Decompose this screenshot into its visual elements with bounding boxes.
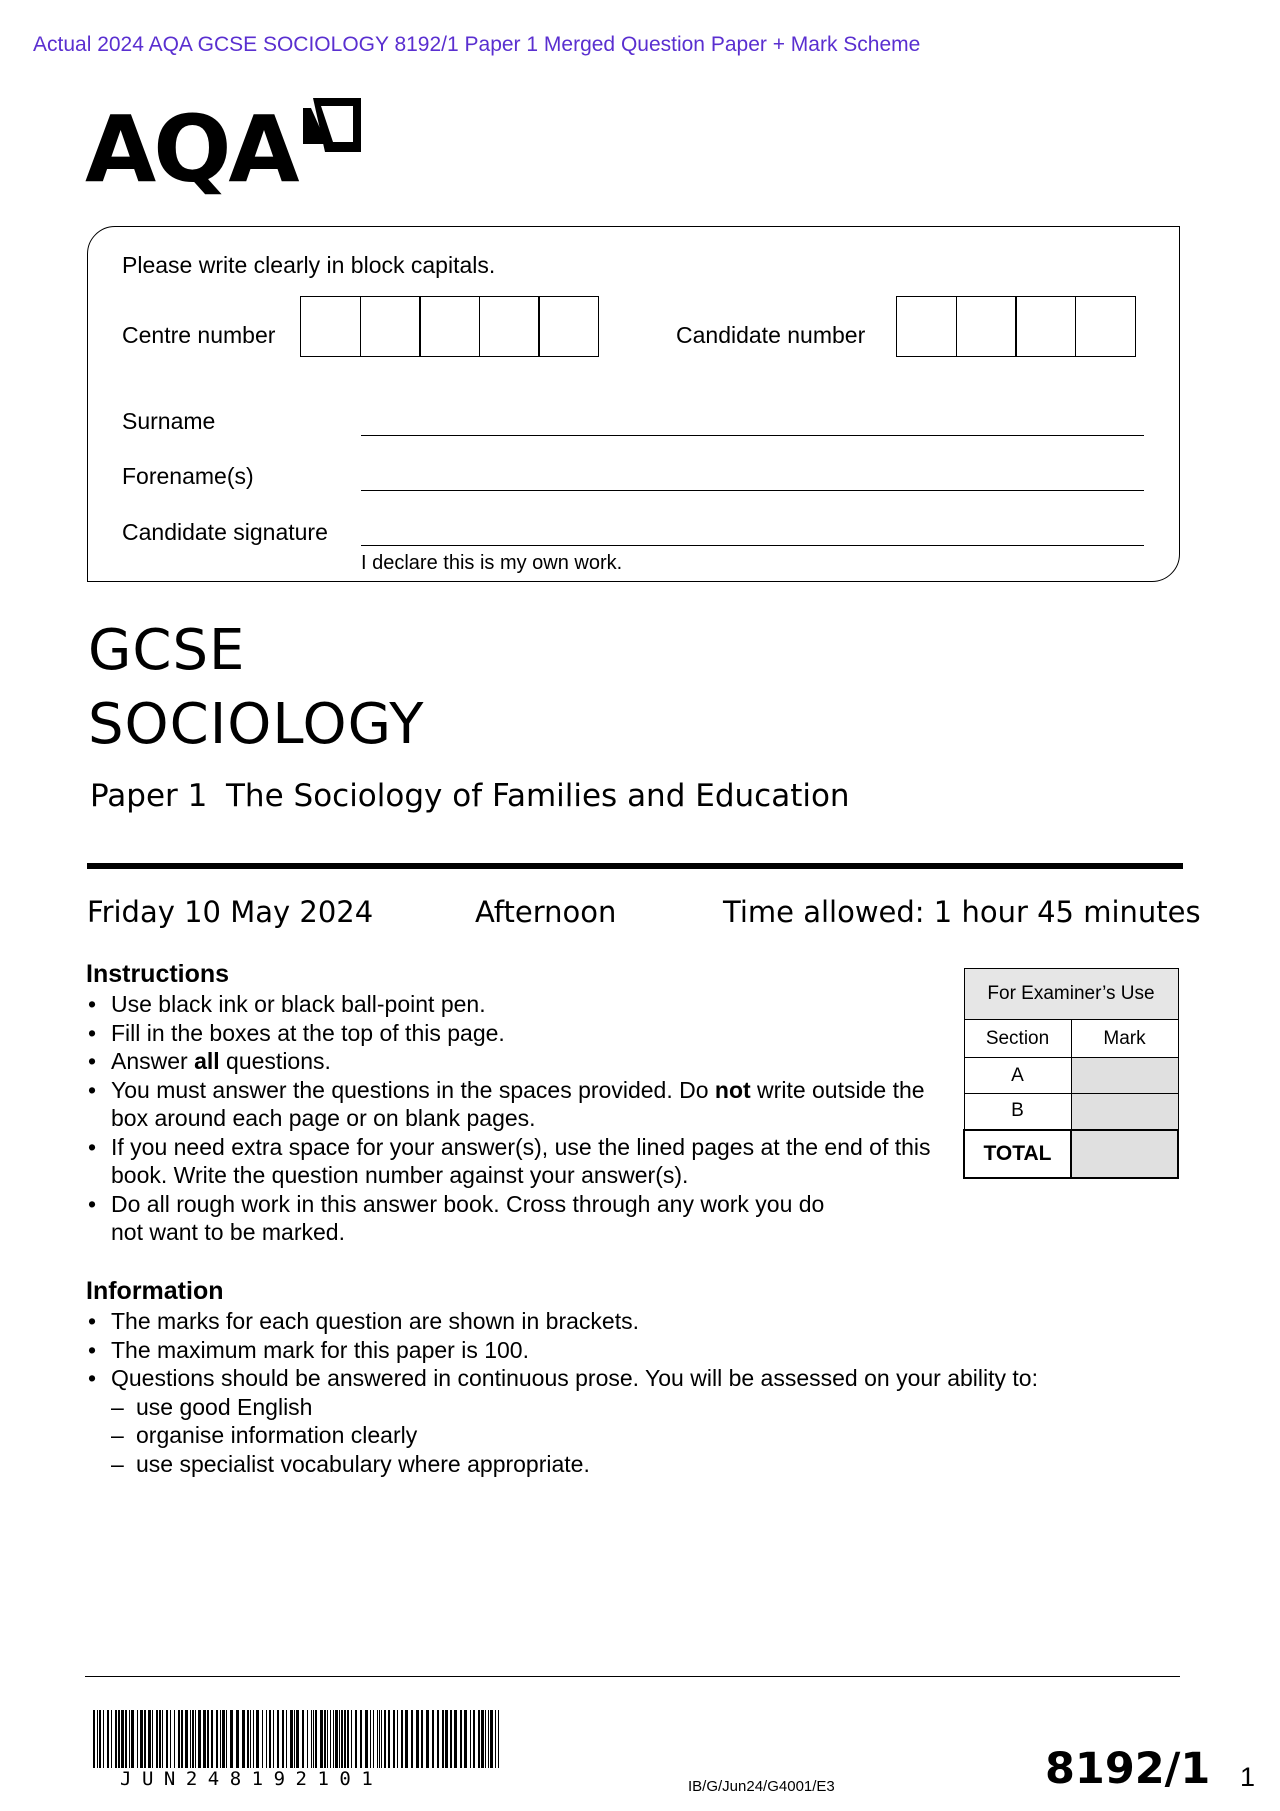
barcode-bar — [313, 1710, 314, 1768]
barcode-bar — [327, 1710, 328, 1768]
barcode-bar — [192, 1710, 194, 1768]
logo-text: AQA — [85, 96, 297, 203]
barcode-bar — [320, 1710, 323, 1768]
barcode-bar — [282, 1710, 284, 1768]
instructions-list — [88, 990, 948, 1247]
barcode-bar — [393, 1710, 395, 1768]
list-item: – use good English — [111, 1393, 1188, 1422]
section-b-label: B — [964, 1094, 1071, 1130]
paper-code: 8192/1 — [1045, 1744, 1211, 1794]
time-allowed: Time allowed: 1 hour 45 minutes — [723, 895, 1201, 929]
section-a-label: A — [964, 1058, 1071, 1094]
paper-number: Paper 1 — [90, 778, 208, 814]
barcode-bar — [97, 1710, 98, 1768]
barcode-bar — [203, 1710, 206, 1768]
list-item: – organise information clearly — [111, 1421, 1188, 1450]
barcode-bar — [454, 1710, 457, 1768]
list-item: • The marks for each question are shown in brackets. — [88, 1307, 1188, 1336]
barcode-bar — [377, 1710, 378, 1768]
barcode-bar — [315, 1710, 317, 1768]
barcode-bar — [370, 1710, 371, 1768]
list-item: • Answer all questions. — [88, 1047, 948, 1076]
barcode-bar — [220, 1710, 221, 1768]
aqa-logo — [85, 96, 365, 203]
barcode-bar — [360, 1710, 362, 1768]
barcode-bar — [488, 1710, 489, 1768]
barcode-bar — [121, 1710, 124, 1768]
list-item: • Do all rough work in this answer book. Cross through any work you do not want to be marked. — [88, 1190, 851, 1247]
barcode-bar — [230, 1710, 233, 1768]
barcode-bar — [335, 1710, 338, 1768]
barcode-bar — [211, 1710, 213, 1768]
barcode-bar — [311, 1710, 312, 1768]
surname-field[interactable] — [361, 435, 1144, 436]
barcode-bar — [307, 1710, 308, 1768]
barcode-bar — [226, 1710, 227, 1768]
barcode-bar — [111, 1710, 112, 1768]
exam-session: Afternoon — [475, 895, 617, 929]
footer-divider — [85, 1676, 1180, 1677]
barcode-digits: JUN248192101 — [120, 1768, 384, 1790]
section-b-mark-cell — [1071, 1094, 1178, 1130]
total-mark-cell — [1071, 1130, 1178, 1178]
candidate-digit-box[interactable] — [896, 296, 957, 357]
barcode-bar — [490, 1710, 493, 1768]
block-capitals-prompt: Please write clearly in block capitals. — [122, 252, 496, 278]
information-heading: Information — [86, 1277, 224, 1305]
barcode-bar — [355, 1710, 357, 1768]
barcode-bar — [460, 1710, 462, 1768]
list-item: • The maximum mark for this paper is 100. — [88, 1336, 1188, 1365]
barcode-bar — [222, 1710, 225, 1768]
barcode-bar — [195, 1710, 196, 1768]
barcode-bar — [166, 1710, 168, 1768]
examiner-table-heading: For Examiner’s Use — [964, 969, 1178, 1020]
barcode-bar — [347, 1710, 349, 1768]
barcode-bar — [437, 1710, 439, 1768]
barcode-bar — [162, 1710, 163, 1768]
barcode-bar — [159, 1710, 161, 1768]
barcode-bar — [333, 1710, 334, 1768]
document-title-link[interactable]: Actual 2024 AQA GCSE SOCIOLOGY 8192/1 Paper 1 Merged Question Paper + Mark Scheme — [33, 33, 921, 56]
centre-number-label: Centre number — [122, 322, 276, 348]
barcode-bar — [495, 1710, 496, 1768]
barcode-bar — [450, 1710, 452, 1768]
barcode-bar — [250, 1710, 251, 1768]
barcode-bar — [351, 1710, 352, 1768]
barcode-bar — [481, 1710, 484, 1768]
assessment-criteria-list — [111, 1393, 1188, 1479]
candidate-number-label: Candidate number — [676, 322, 866, 348]
signature-field[interactable] — [361, 545, 1144, 546]
section-column-header: Section — [964, 1020, 1071, 1058]
page-number: 1 — [1240, 1762, 1256, 1792]
examiner-use-table — [963, 968, 1179, 1179]
list-item: • You must answer the questions in the spaces provided. Do not write outside the box around each page or on blank pages. — [88, 1076, 941, 1133]
barcode-bar — [93, 1710, 95, 1768]
barcode-bar — [107, 1710, 109, 1768]
candidate-digit-box[interactable] — [1015, 296, 1076, 357]
centre-digit-box[interactable] — [360, 296, 421, 357]
barcode-bar — [115, 1710, 117, 1768]
barcode-bar — [405, 1710, 408, 1768]
barcode-bar — [290, 1710, 293, 1768]
list-item: • Use black ink or black ball-point pen. — [88, 990, 948, 1019]
total-label: TOTAL — [964, 1130, 1071, 1178]
barcode-bar — [473, 1710, 475, 1768]
mark-column-header: Mark — [1071, 1020, 1178, 1058]
barcode-bar — [397, 1710, 398, 1768]
barcode-bar — [388, 1710, 390, 1768]
barcode-bar — [286, 1710, 287, 1768]
section-a-mark-cell — [1071, 1058, 1178, 1094]
barcode-bar — [381, 1710, 382, 1768]
barcode-bar — [445, 1710, 448, 1768]
barcode-bar — [478, 1710, 480, 1768]
barcode-bar — [137, 1710, 138, 1768]
list-item: – use specialist vocabulary where appropriate. — [111, 1450, 1188, 1479]
barcode-bar — [152, 1710, 153, 1768]
barcode-bar — [148, 1710, 151, 1768]
barcode-bar — [125, 1710, 127, 1768]
barcode-bar — [442, 1710, 444, 1768]
barcode-bar — [247, 1710, 249, 1768]
barcode-bar — [190, 1710, 191, 1768]
exam-date: Friday 10 May 2024 — [87, 895, 374, 929]
centre-digit-box[interactable] — [419, 296, 480, 357]
barcode-bar — [156, 1710, 158, 1768]
barcode-bar — [118, 1710, 120, 1768]
barcode-bar — [262, 1710, 263, 1768]
barcode-bar — [365, 1710, 368, 1768]
barcode-bar — [485, 1710, 486, 1768]
barcode-bar — [296, 1710, 299, 1768]
barcode-bar — [324, 1710, 326, 1768]
barcode-bar — [339, 1710, 340, 1768]
barcode-bar — [144, 1710, 146, 1768]
barcode-bar — [344, 1710, 346, 1768]
barcode-bar — [277, 1710, 279, 1768]
barcode-bar — [379, 1710, 380, 1768]
list-item: • Questions should be answered in continuous prose. You will be assessed on your ability to: – use good English – organise information clearly – use specialist vocabulary where appropriate. — [88, 1364, 1188, 1478]
barcode-bar — [253, 1710, 254, 1768]
barcode-bar — [411, 1710, 413, 1768]
barcode-bar — [131, 1710, 134, 1768]
barcode-bar — [256, 1710, 259, 1768]
list-item: • Fill in the boxes at the top of this page. — [88, 1019, 948, 1048]
instructions-heading: Instructions — [86, 960, 230, 988]
barcode-bar — [294, 1710, 295, 1768]
barcode-bar — [498, 1710, 499, 1768]
candidate-number-boxes[interactable] — [896, 296, 1136, 357]
barcode-bar — [416, 1710, 419, 1768]
forenames-field[interactable] — [361, 490, 1144, 491]
title-divider — [87, 863, 1183, 869]
forenames-label: Forename(s) — [122, 463, 254, 489]
paper-title: The Sociology of Families and Education — [226, 778, 850, 814]
surname-label: Surname — [122, 408, 216, 434]
barcode-bar — [185, 1710, 188, 1768]
barcode-bar — [242, 1710, 245, 1768]
barcode-bar — [373, 1710, 374, 1768]
barcode-bar — [470, 1710, 471, 1768]
barcode-bar — [216, 1710, 218, 1768]
centre-number-boxes[interactable] — [300, 296, 599, 357]
candidate-digit-box[interactable] — [956, 296, 1017, 357]
barcode-bar — [426, 1710, 429, 1768]
barcode-bar — [170, 1710, 171, 1768]
barcode-bar — [181, 1710, 183, 1768]
barcode-bar — [302, 1710, 304, 1768]
barcode-bar — [198, 1710, 201, 1768]
barcode-bar — [269, 1710, 271, 1768]
barcode-bar — [421, 1710, 423, 1768]
barcode-bar — [174, 1710, 175, 1768]
barcode-bar — [330, 1710, 331, 1768]
barcode-bar — [140, 1710, 143, 1768]
barcode-bar — [273, 1710, 274, 1768]
barcode-bar — [464, 1710, 467, 1768]
candidate-digit-box[interactable] — [1075, 296, 1136, 357]
barcode-bar — [266, 1710, 267, 1768]
barcode-bar — [401, 1710, 403, 1768]
centre-digit-box[interactable] — [300, 296, 361, 357]
barcode-bar — [384, 1710, 386, 1768]
aqa-logo-mark-icon — [303, 98, 361, 158]
information-list — [88, 1307, 1188, 1478]
exam-level-title: GCSE — [88, 618, 246, 683]
signature-label: Candidate signature — [122, 519, 328, 545]
exam-subject-title: SOCIOLOGY — [88, 692, 425, 757]
barcode-bar — [178, 1710, 180, 1768]
barcode — [93, 1710, 503, 1768]
barcode-bar — [99, 1710, 101, 1768]
barcode-bar — [236, 1710, 239, 1768]
declaration-text: I declare this is my own work. — [361, 552, 623, 574]
barcode-bar — [129, 1710, 130, 1768]
barcode-bar — [341, 1710, 343, 1768]
list-item: • If you need extra space for your answer(s), use the lined pages at the end of this book. Write the question number against your answer(s). — [88, 1133, 941, 1190]
barcode-bar — [432, 1710, 434, 1768]
barcode-bar — [103, 1710, 104, 1768]
centre-digit-box[interactable] — [538, 296, 599, 357]
barcode-bar — [207, 1710, 209, 1768]
document-reference: IB/G/Jun24/G4001/E3 — [688, 1778, 835, 1795]
centre-digit-box[interactable] — [479, 296, 540, 357]
